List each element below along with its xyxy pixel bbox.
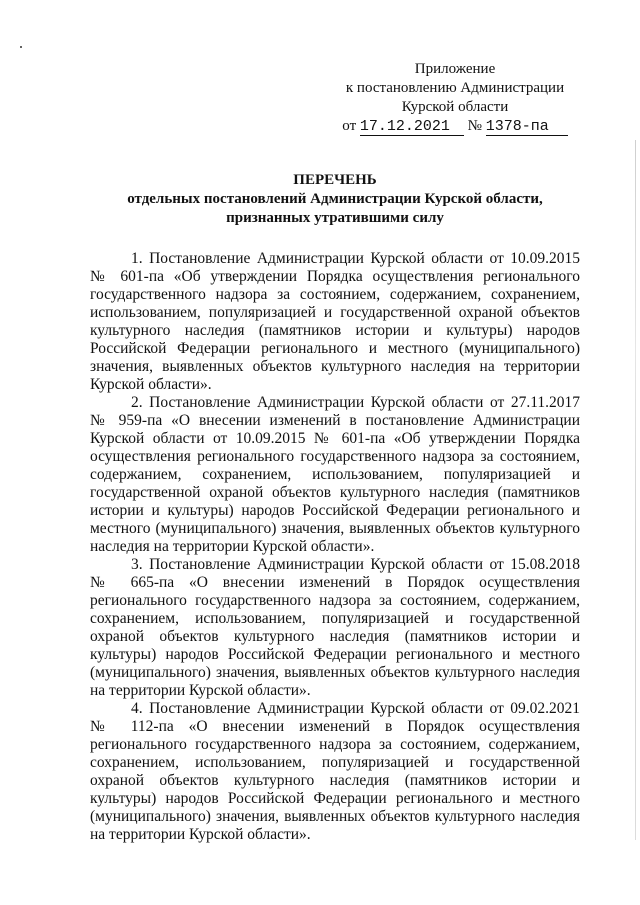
list-item: 4. Постановление Администрации Курской области от 09.02.2021 № 112-па «О внесении изменений в Порядок осуществления регионального государственного надзора за состоянием, содержанием, сохранением, использованием, популяризацией и государственной охраной объектов культурного наследия (памятников истории и культуры) народов Российской Федерации регионального и местного (муниципального) значения, выявленных объектов культурного наследия на территории Курской области». (90, 700, 580, 843)
resolution-number: 1378-па (486, 119, 568, 136)
list-item: 2. Постановление Администрации Курской области от 27.11.2017 № 959-па «О внесении изменений в постановление Администрации Курской области от 10.09.2015 № 601-па «Об утверждении Порядка осуществления регионального государственного надзора за состоянием, содержанием, сохранением, использованием, популяризацией и государственной охраной объектов культурного наследия (памятников истории и культуры) народов Российской Федерации регионального и местного (муниципального) значения, выявленных объектов культурного наследия на территории Курской области». (90, 394, 580, 555)
document-body (90, 250, 580, 844)
resolution-date: 17.12.2021 (360, 119, 464, 136)
document-title-block (90, 171, 580, 228)
scan-speck (20, 46, 22, 48)
document-subtitle-line2: признанных утратившими силу (226, 210, 444, 226)
number-label: № (467, 118, 482, 134)
list-item: 3. Постановление Администрации Курской области от 15.08.2018 № 665-па «О внесении изменений в Порядок осуществления регионального государственного надзора за состоянием, содержанием, сохранением, использованием, популяризацией и государственной охраной объектов культурного наследия (памятников истории и культуры) народов Российской Федерации регионального и местного (муниципального) значения, выявленных объектов культурного наследия на территории Курской области». (90, 556, 580, 699)
appendix-header (330, 60, 580, 136)
scan-edge-line (635, 140, 636, 840)
appendix-region: Курской области (401, 99, 509, 115)
document-subtitle-line1: отдельных постановлений Администрации Курской области, (127, 191, 543, 207)
from-label: от (342, 118, 357, 134)
document-title: ПЕРЕЧЕНЬ (293, 172, 377, 188)
appendix-date-number-line (330, 117, 580, 136)
appendix-to-resolution: к постановлению Администрации (345, 80, 565, 96)
appendix-label: Приложение (414, 61, 496, 77)
list-item: 1. Постановление Администрации Курской области от 10.09.2015 № 601-па «Об утверждении Порядка осуществления регионального государственного надзора за состоянием, содержанием, сохранением, использованием, популяризацией и государственной охраной объектов культурного наследия (памятников истории и культуры) народов Российской Федерации регионального и местного (муниципального) значения, выявленных объектов культурного наследия на территории Курской области». (90, 250, 580, 393)
